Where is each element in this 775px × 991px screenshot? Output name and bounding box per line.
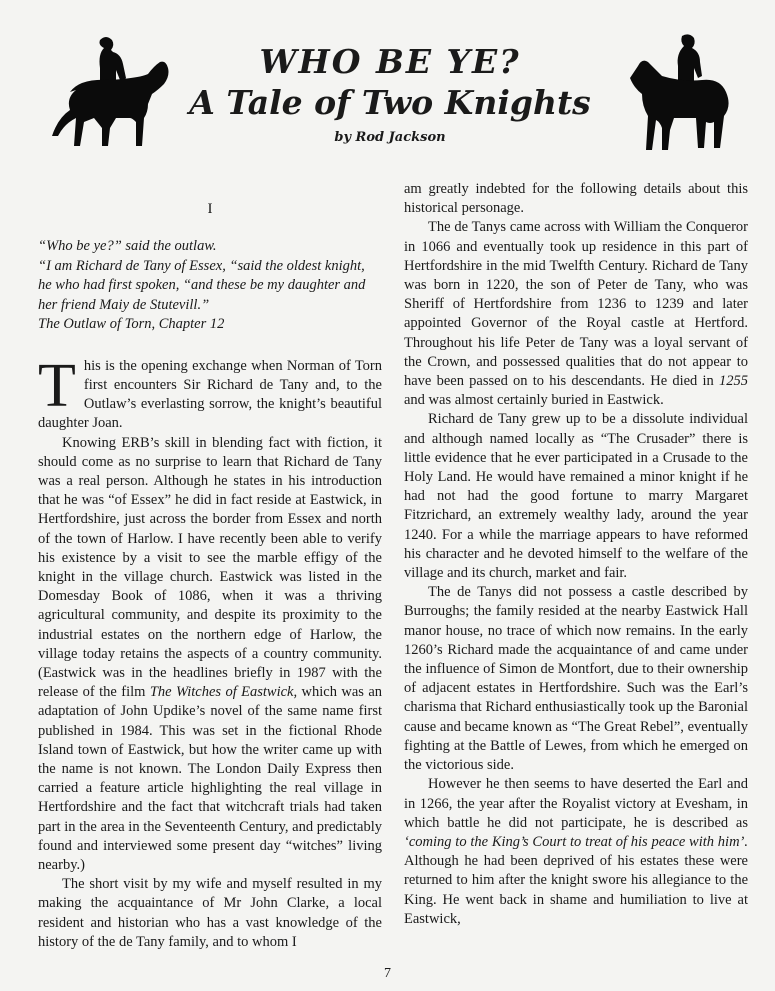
right-column <box>404 180 748 929</box>
page-number: 7 <box>384 966 391 981</box>
knight-on-horse-right-icon <box>630 32 735 164</box>
article-title-line-2: A Tale of Two Knights <box>189 83 591 122</box>
paragraph-2: Knowing ERB’s skill in blending fact with fiction, it should come as no surprise to learn that Richard de Tany was a real person. Although he states in his introduction that he was “of Essex” he did in fact reside at Eastwick, in Hertfordshire, just across the border from Essex and north of the town of Harlow. I have recently been able to verify his existence by a visit to see the marble effigy of the knight in the village church. Eastwick was listed in the Domesday Book of 1086, when it was a thriving agricultural community, and despite its proximity to the industrial estates on the northern edge of Harlow, the village today retains the aspects of a country community. (Eastwick was in the headlines briefly in 1987 with the release of the film The Witches of Eastwick, which was an adaptation of John Updike’s novel of the same name first published in 1984. This was set in the fictional Rhode Island town of Eastwick, but how the writer came up with the name is not known. The London Daily Express then carried a feature article highlighting the real village in Hertfordshire and the fact that witchcraft trials had taken part in the area in the Seventeenth Century, and predictably found and interviewed some present day “witches” living nearby.) <box>38 434 383 873</box>
epigraph-source: The Outlaw of Torn, Chapter 12 <box>38 316 225 333</box>
paragraph-1-text: his is the opening exchange when Norman of Torn first encounters Sir Richard de Tany and, to the Outlaw’s everlasting sorrow, the knight’s beautiful daughter Joan. <box>38 357 382 432</box>
section-number: I <box>207 201 213 217</box>
author-byline: by Rod Jackson <box>334 130 446 145</box>
epigraph <box>38 237 382 335</box>
epigraph-line-1: “Who be ye?” said the outlaw. <box>38 238 217 255</box>
kings-court-quote: ‘coming to the King’s Court to treat of his peace with him’. <box>404 833 748 850</box>
epigraph-line-2: “I am Richard de Tany of Essex, “said the oldest knight, he who had first spoken, “and these be my daughter and her friend Maiy de Stutevill.” <box>38 257 366 313</box>
paragraph-3: The short visit by my wife and myself resulted in my making the acquaintance of Mr John Clarke, a local resident and historian who has a vast knowledge of the history of the de Tany family, and to whom I <box>38 876 382 950</box>
paragraph-4: The de Tanys came across with William the Conqueror in 1066 and eventually took up residence in this part of Hertfordshire in the mid Twelfth Century. Richard de Tany was born in 1220, the son of Peter de Tany, who was Sheriff of Hertfordshire from 1236 to 1239 and later appointed Governor of the Royal castle at Hertford. Throughout his life Peter de Tany was a loyal servant of the Crown, and possessed qualities that do not appear to have been passed on to his descendants. He died in 1255 and was almost certainly buried in Eastwick. <box>404 219 748 409</box>
paragraph-1 <box>38 351 382 434</box>
drop-cap: T <box>38 351 76 420</box>
paragraph-6: The de Tanys did not possess a castle described by Burroughs; the family resided at the nearby Eastwick Hall manor house, no trace of which now remains. In the early 1260’s Richard made the acquaintance of and came under the influence of Simon de Montfort, due to their ownership of adjacent estates in Hertfordshire. Such was the Earl’s charisma that Richard enthusiastically took up the Baronial cause and became known as “The Great Rebel”, eventually fighting at the Battle of Lewes, from which he emerged on the victorious side. <box>404 584 748 774</box>
article-title-line-1: WHO BE YE? <box>259 42 521 81</box>
paragraph-5: Richard de Tany grew up to be a dissolute individual and although named locally as “The Crusader” there is little evidence that he ever participated in a Crusade to the Holy Land. He would have remained a minor knight if he had not had the good fortune to marry Margaret Fitzrichard, an extremely wealthy lady, around the year 1240. For a while the marriage appears to have reformed his character and he devoted himself to the welfare of the village and its church, market and fair. <box>404 411 748 582</box>
knight-on-horse-left-icon <box>50 32 170 152</box>
film-title: The Witches of Eastwick, <box>149 684 298 701</box>
paragraph-7: However he then seems to have deserted the Earl and in 1266, the year after the Royalist victory at Evesham, in which battle he did not participate, he is described as ‘coming to the King’s Court to treat of his peace with him’. Although he had been deprived of his estates these were returned to him after the knight swore his allegiance to the King. He went back in shame and humiliation to live at Eastwick, <box>404 776 748 927</box>
left-column <box>38 200 382 952</box>
year-italic: 1255 <box>719 373 748 390</box>
paragraph-continued: am greatly indebted for the following details about this historical personage. <box>404 181 748 217</box>
article-title-block <box>180 42 600 145</box>
